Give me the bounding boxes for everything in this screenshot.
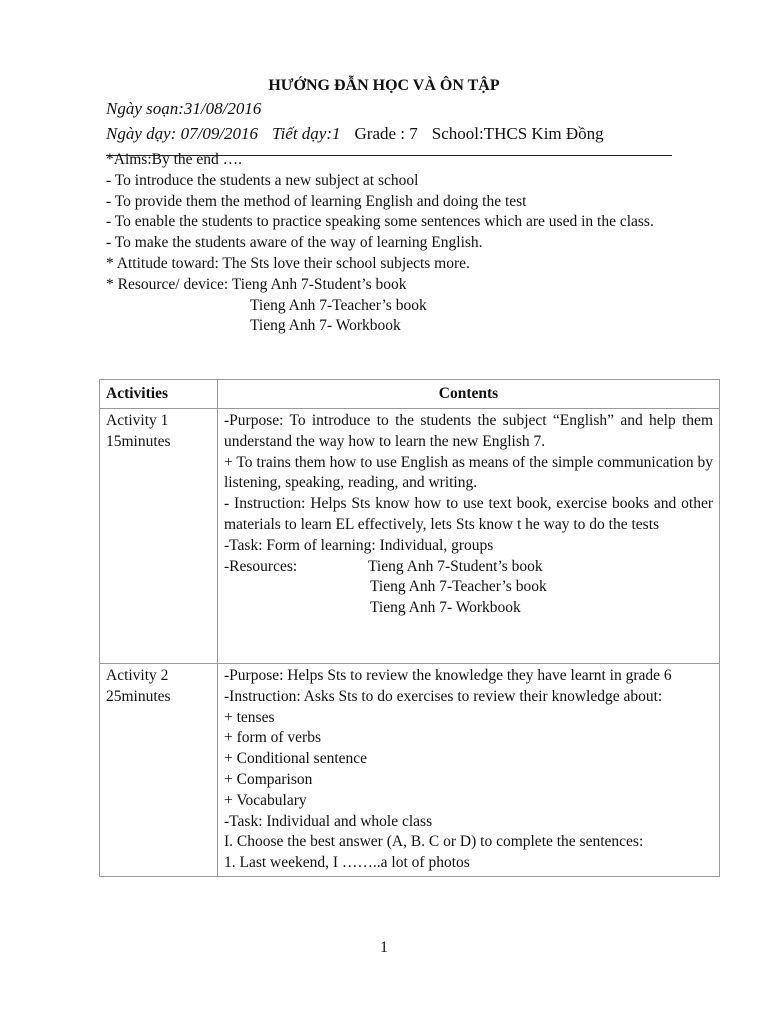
school: School:THCS Kim Đồng: [431, 124, 604, 143]
purpose-text: -Purpose: To introduce to the students the subject “English” and help them understand the way how to learn the new English 7.: [224, 412, 713, 450]
resource-label: * Resource/ device:: [106, 275, 232, 293]
resources-label: -Resources:: [224, 557, 298, 575]
topic-item: + Vocabulary: [224, 791, 307, 809]
aim-item: - To enable the students to practice speaking some sentences which are used in the class.: [106, 213, 654, 231]
activity-cell: [100, 409, 218, 664]
lesson-meta: [106, 124, 604, 145]
activity-duration: 15minutes: [106, 432, 171, 450]
period: Tiết dạy:1: [272, 124, 341, 143]
aim-item: - To provide them the method of learning English and doing the test: [106, 192, 527, 210]
teach-date: Ngày dạy: 07/09/2016: [106, 124, 259, 143]
lesson-intro: [106, 150, 718, 337]
grade: Grade : 7: [354, 124, 418, 143]
activity-row: [100, 409, 720, 664]
activity-cell: [100, 663, 218, 876]
header-activities: Activities: [100, 380, 218, 409]
activities-table: [99, 379, 720, 877]
resource-item: Tieng Anh 7-Teacher’s book: [250, 296, 427, 314]
instruction-text: -Instruction: Asks Sts to do exercises to review their knowledge about:: [224, 687, 663, 705]
topic-item: + form of verbs: [224, 729, 321, 747]
attitude-line: * Attitude toward: The Sts love their school subjects more.: [106, 254, 470, 272]
activity-row: [100, 663, 720, 876]
topic-item: + Conditional sentence: [224, 750, 368, 768]
blank-space: [224, 619, 713, 661]
resource-item: Tieng Anh 7- Workbook: [250, 317, 401, 335]
activity-duration: 25minutes: [106, 687, 171, 705]
header-contents: Contents: [218, 380, 720, 409]
aims-line: *Aims:By the end ….: [106, 151, 243, 168]
topic-item: + Comparison: [224, 770, 313, 788]
prep-date: Ngày soạn:31/08/2016: [106, 99, 262, 118]
aim-item: - To make the students aware of the way of learning English.: [106, 234, 483, 252]
resources-line: [224, 557, 713, 578]
aim-item: - To introduce the students a new subject at school: [106, 171, 419, 189]
topic-item: + tenses: [224, 708, 275, 726]
activity-name: Activity 2: [106, 666, 169, 684]
contents-cell: [218, 663, 720, 876]
resource-item: Tieng Anh 7-Student’s book: [231, 275, 407, 293]
contents-cell: [218, 409, 720, 664]
trains-text: + To trains them how to use English as means of the simple communication by listening, speaking, reading, and writing.: [224, 453, 713, 492]
table-header-row: [100, 380, 720, 409]
purpose-text: -Purpose: Helps Sts to review the knowledge they have learnt in grade 6: [224, 666, 672, 684]
resource-item: Tieng Anh 7- Workbook: [370, 599, 521, 617]
instruction-text: - Instruction: Helps Sts know how to use text book, exercise books and other materials to learn EL effectively, lets Sts know t he way to do the tests: [224, 495, 713, 533]
question-item: 1. Last weekend, I ……..a lot of photos: [224, 854, 470, 872]
resource-item: Tieng Anh 7-Teacher’s book: [370, 578, 547, 596]
task-text: -Task: Form of learning: Individual, groups: [224, 536, 494, 554]
activity-name: Activity 1: [106, 412, 169, 429]
page-number: 1: [380, 939, 388, 956]
exercise-instruction: I. Choose the best answer (A, B. C or D) to complete the sentences:: [224, 833, 644, 851]
resource-line: [106, 275, 718, 296]
resource-item: Tieng Anh 7-Student’s book: [368, 557, 543, 575]
task-text: -Task: Individual and whole class: [224, 812, 433, 830]
document-title: HƯỚNG ĐẪN HỌC VÀ ÔN TẬP: [268, 77, 500, 94]
